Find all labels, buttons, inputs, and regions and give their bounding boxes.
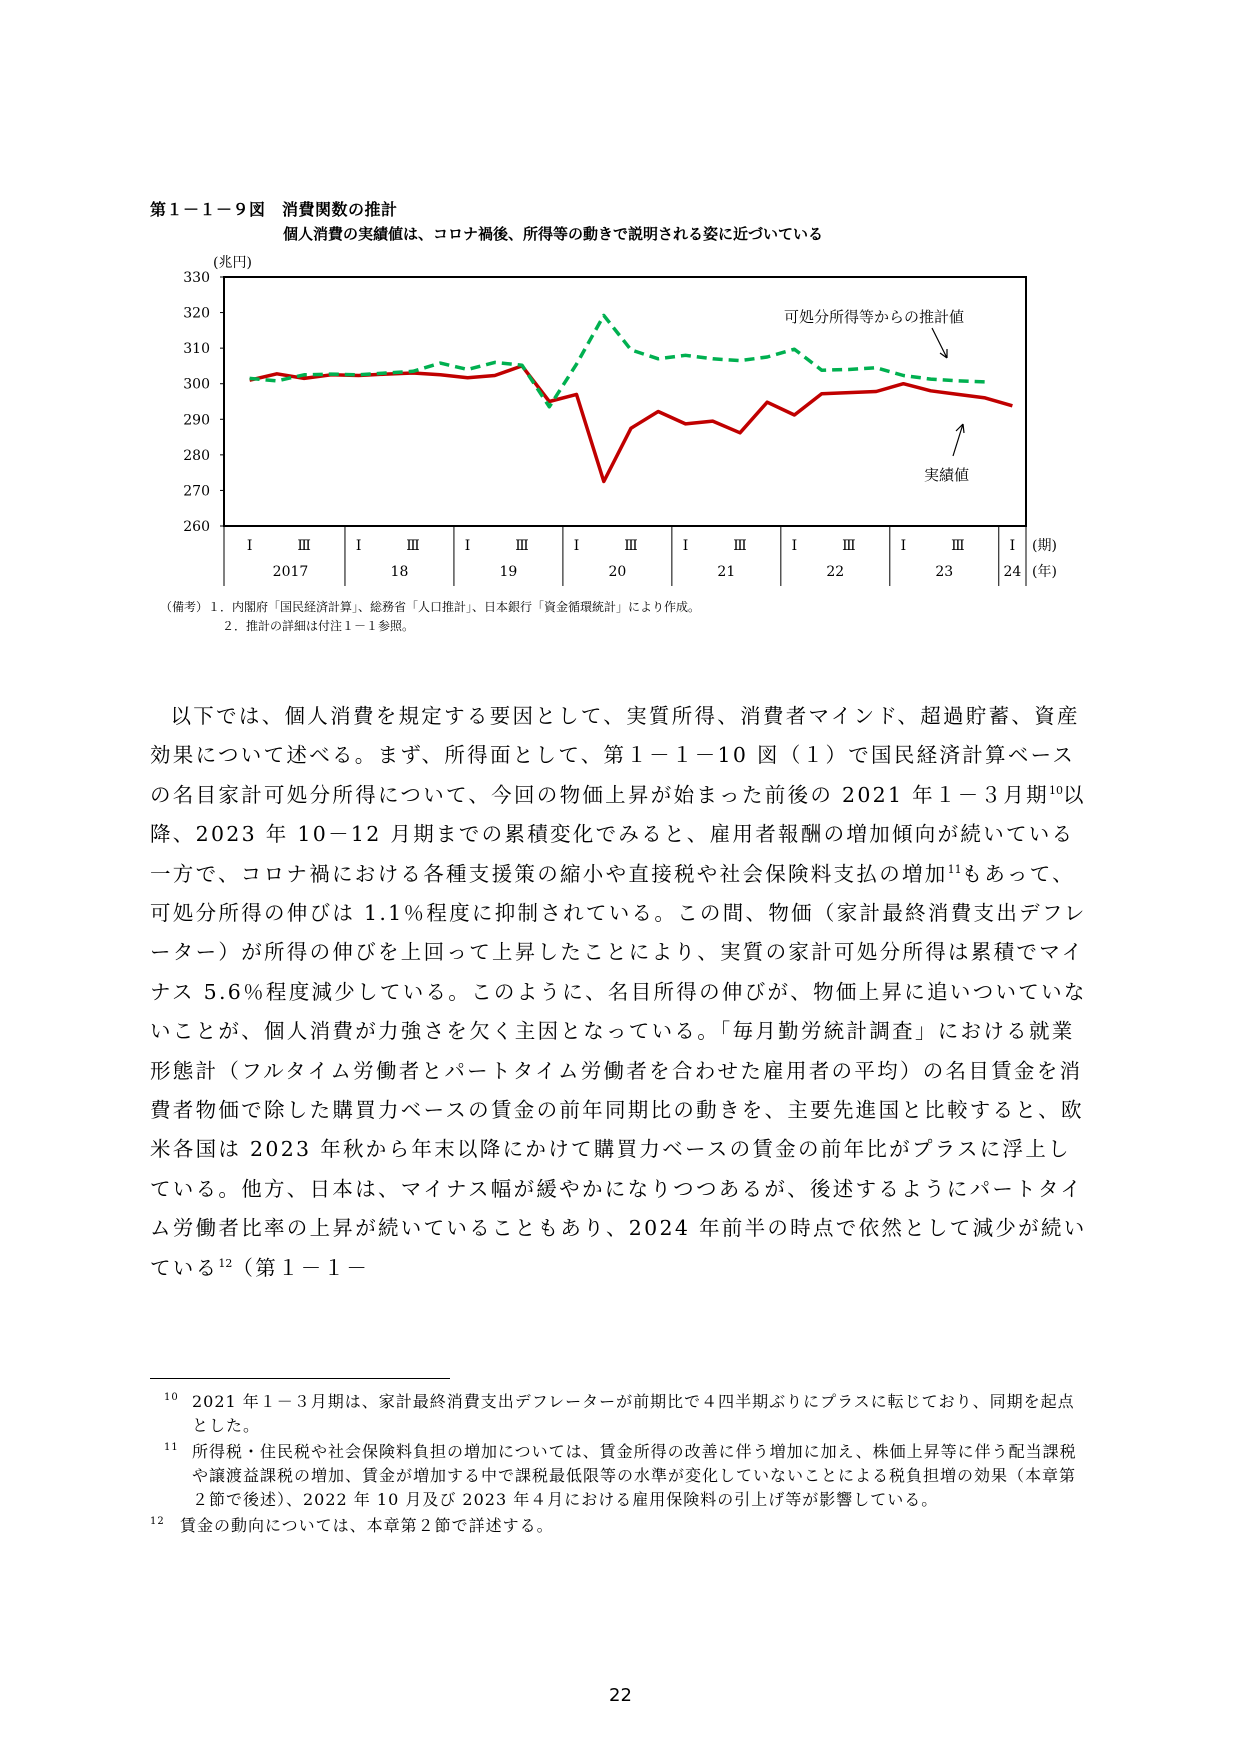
figure-notes bbox=[160, 598, 700, 636]
x-quarter-label: Ⅲ bbox=[951, 538, 965, 554]
y-tick-label: 290 bbox=[183, 412, 210, 429]
footnote-12 bbox=[150, 1514, 1090, 1538]
note-item-1: １．内閣府「国民経済計算」、総務省「人口推計」、日本銀行「資金循環統計」により作成。 bbox=[208, 600, 701, 614]
body-text-3: もあって、可処分所得の伸びは 1.1％程度に抑制されている。この間、物価（家計最終消費支出デフレーター）が所得の伸びを上回って上昇したことにより、実質の家計可処分所得は累積でマイナス 5.6％程度減少している。このように、名目所得の伸びが、物価上昇に追いついていないことが、個人消費が力強さを欠く主因となっている。「毎月勤労統計調査」における就業形態計（フルタイム労働者とパートタイム労働者を合わせた雇用者の平均）の名目賃金を消費者物価で除した購買力ベースの賃金の前年同期比の動きを、主要先進国と比較すると、欧米各国は 2023 年秋から年末以降にかけて購買力ベースの賃金の前年比がプラスに浮上している。他方、日本は、マイナス幅が緩やかになりつつあるが、後述するようにパートタイム労働者比率の上昇が続いていることもあり、2024 年前半の時点で依然として減少が続いている bbox=[150, 861, 1087, 1280]
footnote-ref-10[interactable]: 10 bbox=[1048, 783, 1063, 797]
y-tick-label: 270 bbox=[183, 483, 210, 500]
x-year-label: 20 bbox=[608, 564, 627, 580]
footnote-number: 12 bbox=[150, 1516, 165, 1527]
footnote-number: 11 bbox=[164, 1442, 179, 1453]
y-axis-unit: (兆円) bbox=[213, 255, 252, 271]
x-year-label: 2017 bbox=[272, 564, 309, 580]
figure-subtitle: 個人消費の実績値は、コロナ禍後、所得等の動きで説明される姿に近づいている bbox=[283, 225, 824, 243]
estimated-series-label: 可処分所得等からの推計値 bbox=[784, 308, 965, 326]
footnote-ref-11[interactable]: 11 bbox=[947, 862, 962, 876]
footnote-ref-12[interactable]: 12 bbox=[218, 1256, 233, 1270]
x-quarter-label: Ⅰ bbox=[464, 538, 471, 554]
x-quarter-label: Ⅲ bbox=[406, 538, 420, 554]
actual-series-label: 実績値 bbox=[924, 466, 970, 484]
x-axis-year-suffix: (年) bbox=[1032, 564, 1057, 580]
x-quarter-label: Ⅰ bbox=[246, 538, 253, 554]
x-year-label: 22 bbox=[826, 564, 845, 580]
x-quarter-label: Ⅲ bbox=[842, 538, 856, 554]
note-item-2: ２．推計の詳細は付注１－１参照。 bbox=[222, 619, 415, 633]
x-quarter-label: Ⅰ bbox=[573, 538, 580, 554]
x-quarter-label: Ⅰ bbox=[355, 538, 362, 554]
y-tick-label: 310 bbox=[183, 341, 210, 358]
page-number: 22 bbox=[609, 1685, 632, 1706]
consumption-function-chart bbox=[150, 248, 1070, 588]
y-tick-label: 320 bbox=[183, 305, 210, 322]
footnote-11 bbox=[150, 1440, 1090, 1512]
footnote-text: 2021 年１－３月期は、家計最終消費支出デフレーターが前期比で４四半期ぶりにプラスに転じており、同期を起点とした。 bbox=[192, 1392, 1075, 1435]
y-tick-label: 300 bbox=[183, 376, 210, 393]
x-year-label: 23 bbox=[935, 564, 954, 580]
footnote-number: 10 bbox=[164, 1392, 179, 1403]
y-tick-label: 260 bbox=[183, 519, 210, 535]
y-tick-label: 280 bbox=[183, 447, 210, 464]
x-quarter-label: Ⅲ bbox=[515, 538, 529, 554]
footnote-text: 賃金の動向については、本章第２節で詳述する。 bbox=[180, 1516, 554, 1535]
x-year-label: 24 bbox=[1003, 564, 1022, 580]
x-quarter-label: Ⅰ bbox=[791, 538, 798, 554]
body-text-4: （第１－１－ bbox=[232, 1255, 370, 1280]
x-year-label: 21 bbox=[717, 564, 736, 580]
footnote-divider bbox=[150, 1378, 450, 1379]
footnotes bbox=[150, 1390, 1090, 1540]
x-quarter-label: Ⅲ bbox=[624, 538, 638, 554]
x-quarter-label: Ⅰ bbox=[900, 538, 907, 554]
x-quarter-label: Ⅲ bbox=[297, 538, 311, 554]
footnote-10 bbox=[150, 1390, 1090, 1438]
x-quarter-label: Ⅰ bbox=[682, 538, 689, 554]
x-axis-quarter-suffix: (期) bbox=[1032, 538, 1057, 554]
x-quarter-label: Ⅰ bbox=[1009, 538, 1016, 554]
actual-series-line bbox=[250, 366, 1013, 482]
x-year-label: 18 bbox=[390, 564, 409, 580]
y-tick-label: 330 bbox=[183, 270, 210, 286]
x-year-label: 19 bbox=[499, 564, 518, 580]
body-text-2: 以降、2023 年 10－12 月期までの累積変化でみると、雇用者報酬の増加傾向が続いている一方で、コロナ禍における各種支援策の縮小や直接税や社会保険料支払の増加 bbox=[150, 782, 1086, 886]
footnote-text: 所得税・住民税や社会保険料負担の増加については、賃金所得の改善に伴う増加に加え、株価上昇等に伴う配当課税や譲渡益課税の増加、賃金が増加する中で課税最低限等の水準が変化していないことによる税負担増の効果（本章第２節で後述）、2022 年 10 月及び 2023 年４月における雇用保険料の引上げ等が影響している。 bbox=[192, 1442, 1077, 1509]
actual-arrow-icon bbox=[953, 424, 964, 456]
estimated-arrow-icon bbox=[932, 328, 947, 358]
body-paragraph bbox=[150, 697, 1090, 1288]
figure-title: 第１－１－９図 消費関数の推計 bbox=[150, 200, 398, 219]
body-text-1: 以下では、個人消費を規定する要因として、実質所得、消費者マインド、超過貯蓄、資産効果について述べる。まず、所得面として、第１－１－10 図（１）で国民経済計算ベースの名目家計可処分所得について、今回の物価上昇が始まった前後の 2021 年１－３月期 bbox=[150, 704, 1080, 807]
x-quarter-label: Ⅲ bbox=[733, 538, 747, 554]
notes-label: （備考） bbox=[160, 600, 209, 614]
